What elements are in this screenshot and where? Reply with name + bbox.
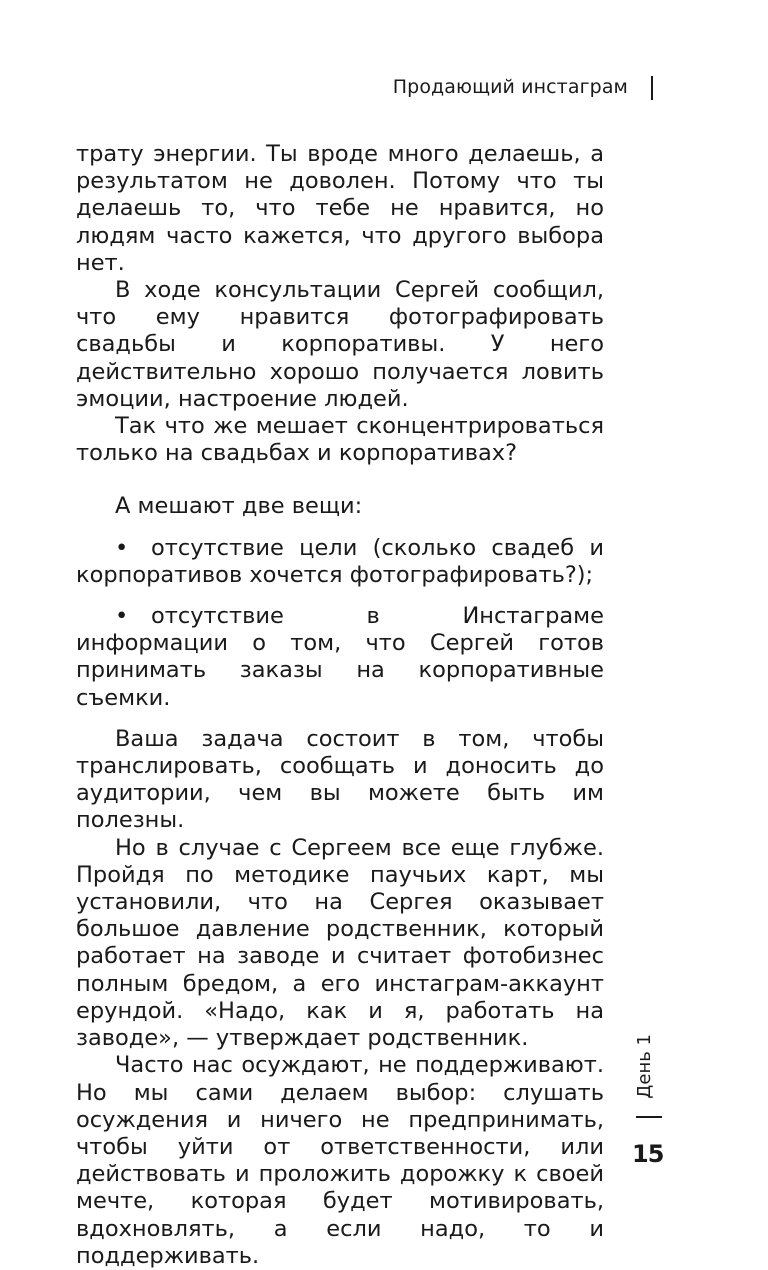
bullet-text-1: отсутствие цели (сколько свадеб и корпоративов хочется фотографировать?);	[76, 534, 604, 588]
body-text	[76, 141, 604, 1270]
bullet-text-2: отсутствие в Инстаграме информации о том, что Сергей готов принимать заказы на корпоративные съемки.	[76, 603, 604, 711]
side-divider	[636, 1116, 662, 1118]
paragraph-7: Часто нас осуждают, не поддерживают. Но мы сами делаем выбор: слушать осуждения и ничего не предпринимать, чтобы уйти от ответственности, или действовать и проложить дорожку к своей мечте, которая будет мотивировать, вдохновлять, а если надо, то и поддерживать.	[76, 1052, 604, 1269]
bullet-icon: •	[115, 603, 129, 630]
header-divider	[651, 76, 653, 100]
chapter-side-label: День 1	[634, 1034, 655, 1099]
bullet-icon: •	[115, 534, 129, 561]
bullet-item-2	[76, 603, 604, 712]
paragraph-3: Так что же мешает сконцентрироваться только на свадьбах и корпоративах?	[76, 413, 604, 467]
page-number: 15	[632, 1140, 664, 1168]
running-head: Продающий инстаграм	[392, 76, 628, 98]
bullet-item-1	[76, 535, 604, 589]
paragraph-4: А мешают две вещи:	[115, 493, 363, 520]
paragraph-6: Но в случае с Сергеем все еще глубже. Пройдя по методике паучьих карт, мы установили, что на Сергея оказывает большое давление родственник, который работает на заводе и считает фотобизнес полным бредом, а его инстаграм-аккаунт ерундой. «Надо, как и я, работать на заводе», — утверждает родственник.	[76, 834, 604, 1052]
paragraph-2: В ходе консультации Сергей сообщил, что ему нравится фотографировать свадьбы и корпоративы. У него действительно хорошо получается ловить эмоции, настроение людей.	[76, 277, 604, 412]
paragraph-5: Ваша задача состоит в том, чтобы транслировать, сообщать и доносить до аудитории, чем вы можете быть им полезны.	[76, 725, 604, 834]
paragraph-1: трату энергии. Ты вроде много делаешь, а результатом не доволен. Потому что ты делаешь то, что тебе не нравится, но людям часто кажется, что другого выбора нет.	[76, 141, 604, 276]
